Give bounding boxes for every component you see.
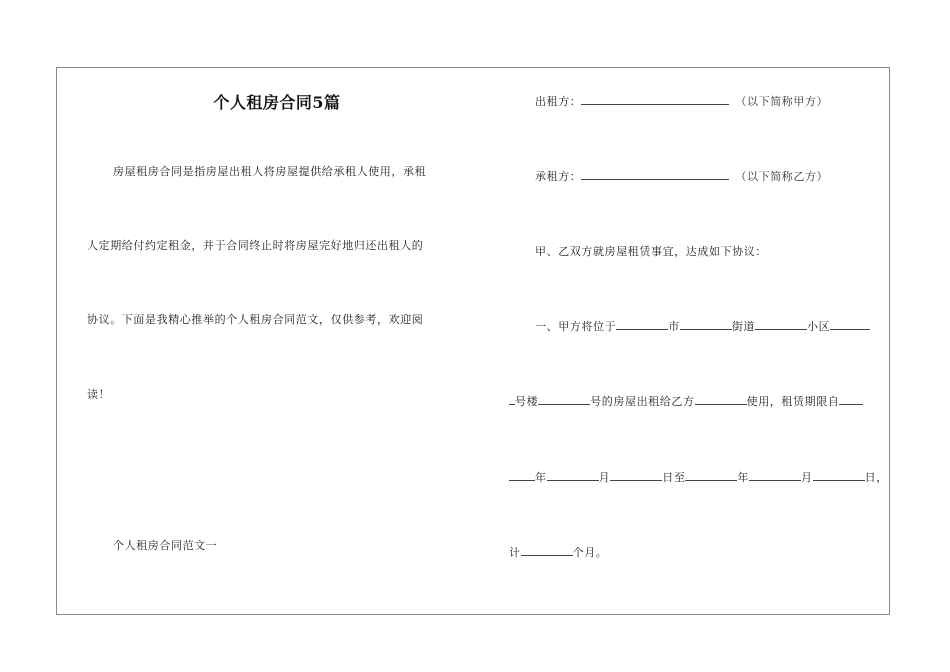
right-column [507,68,891,614]
building-blank-a [830,318,870,330]
day-to-label: 日至 [662,471,686,484]
unit-blank [538,393,590,405]
start-month-label: 月 [598,471,611,484]
street-blank [680,318,732,330]
start-year-blank-b [509,469,535,481]
intro-line-2: 人定期给付约定租金，并于合同终止时将房屋完好地归还出租人的 [87,239,424,252]
city-blank [616,318,668,330]
community-blank [755,318,807,330]
total-months-blank [521,544,573,556]
building-label: 号楼 [515,395,539,408]
city-label: 市 [668,320,680,333]
total-prefix: 计 [509,546,521,559]
intro-line-3: 协议。下面是我精心推举的个人租房合同范文，仅供参考，欢迎阅 [87,313,424,326]
agreement-intro: 甲、乙双方就房屋租赁事宜，达成如下协议： [535,245,767,258]
lessee-note: （以下简称乙方） [735,170,829,183]
intro-line-1: 房屋租房合同是指房屋出租人将房屋提供给承租人使用，承租 [113,165,427,178]
start-day-blank [610,469,662,481]
clause1-line-1 [535,318,870,334]
document-page [56,67,890,615]
clause1-prefix: 一、甲方将位于 [535,320,617,333]
lessee-line [535,168,828,184]
end-year-blank [685,469,737,481]
clause1-line-2 [509,393,863,409]
intro-line-4: 读！ [87,388,111,401]
use-label: 使用，租赁期限自 [746,395,840,408]
community-label: 小区 [807,320,831,333]
total-suffix: 个月。 [572,546,608,559]
lessor-label: 出租方： [535,95,582,108]
clause1-line-4 [509,544,607,560]
end-month-label: 月 [801,471,813,484]
lessee-label: 承租方： [535,170,582,183]
use-blank [695,393,747,405]
end-year-label: 年 [737,471,750,484]
end-day-label: 日， [864,471,888,484]
lessor-line [535,93,828,109]
lessor-blank [581,93,729,105]
section-heading: 个人租房合同范文一 [113,539,218,552]
start-year-label: 年 [535,471,547,484]
unit-label: 号的房屋出租给乙方 [590,395,695,408]
document-title: 个人租房合同5篇 [213,93,341,112]
end-month-blank [749,469,801,481]
start-month-blank [547,469,599,481]
left-column [57,68,497,614]
lessee-blank [581,168,729,180]
clause1-line-3 [509,469,888,485]
street-label: 街道 [731,320,756,333]
start-year-blank-a [839,393,863,405]
end-day-blank [813,469,865,481]
lessor-note: （以下简称甲方） [735,95,829,108]
